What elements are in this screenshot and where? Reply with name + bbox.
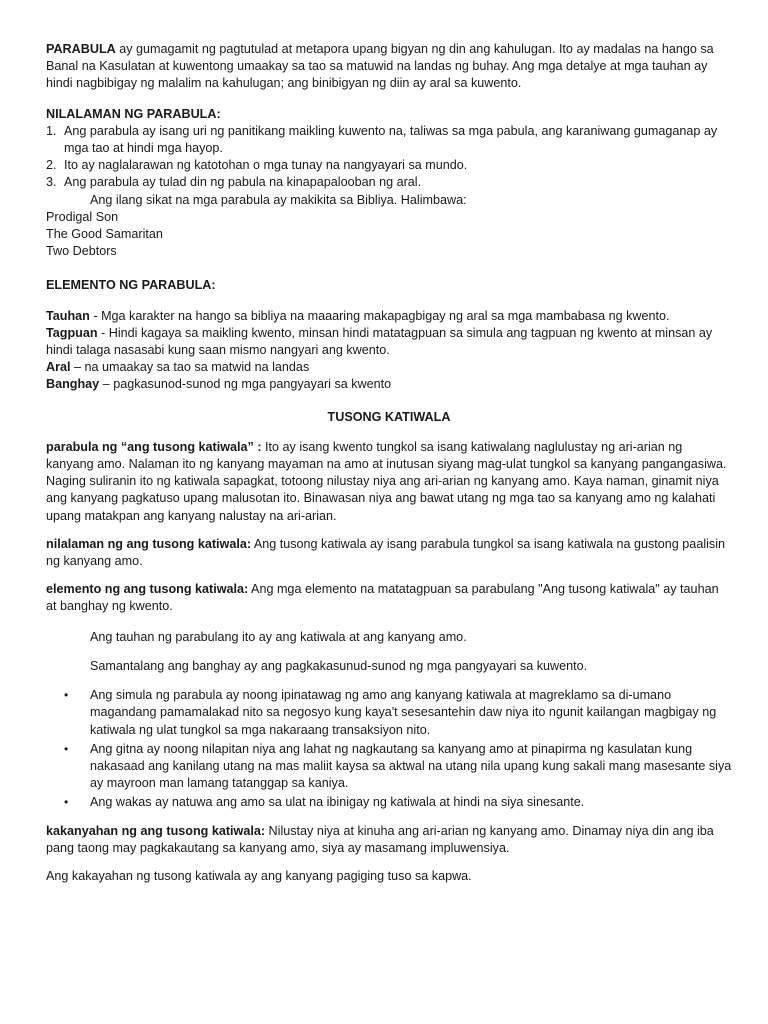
kakanyahan-text: Nilustay niya at kinuha ang ari-arian ng kanyang amo. Dinamay niya din ang iba pang taong may pagkakautang sa kanyang amo, siya ay masamang impluwensiya. [46,823,714,855]
intro-paragraph [46,41,732,93]
nilalaman-heading: NILALAMAN NG PARABULA: [46,106,221,121]
list-item [46,687,732,739]
list-item-text: Ang parabula ay isang uri ng panitikang maikling kuwento na, taliwas sa mga pabula, ang karaniwang gumaganap ay mga tao at hindi mga hayop. [64,123,718,156]
elemento-separator: – [99,377,114,392]
story-elemento-lead: elemento ng ang tusong katiwala: [46,582,249,597]
list-item-number: 3. [46,175,57,190]
example-item: Prodigal Son [46,209,119,224]
elemento-term: Tagpuan [46,325,98,340]
bullet-text: Ang gitna ay noong nilapitan niya ang lahat ng nagkautang sa kanyang amo at pinapirma ng kasulatan kung nakasaad ang kanilang utang na mas maliit kaysa sa aktwal na utang nila upang kung sakali mang masesante siya ay mayroon man lamang tatanggap sa kaniya. [90,741,732,791]
list-item-text: Ito ay naglalarawan ng katotohan o mga tunay na nangyayari sa mundo. [64,158,468,173]
elemento-text: na umaakay sa tao sa matwid na landas [84,360,310,375]
elemento-text: Hindi kagaya sa maikling kwento, minsan hindi matatagpuan sa simula ang tagpuan ng kwento at minsan ay hindi talaga nasasabi kung saan mismo nangyari ang kwento. [46,325,713,358]
elemento-item [46,359,732,376]
elemento-text: Mga karakter na hango sa bibliya na maaaring makapagbigay ng aral sa mga mambabasa ng kwento. [101,308,670,323]
nilalaman-list [46,123,732,192]
list-item [46,157,732,174]
story-nilalaman-paragraph [46,536,732,570]
list-item [46,794,732,811]
bullet-icon: • [64,741,69,756]
list-item-number: 1. [46,123,57,138]
closing-line: Ang kakayahan ng tusong katiwala ay ang kanyang pagiging tuso sa kapwa. [46,868,472,883]
elemento-separator: – [70,360,85,375]
elemento-heading: ELEMENTO NG PARABULA: [46,278,216,293]
example-item: Two Debtors [46,244,117,259]
story-elemento-paragraph [46,581,732,615]
banghay-line: Samantalang ang banghay ay ang pagkakasunud-sunod ng mga pangyayari sa kuwento. [90,658,588,673]
story-summary-lead: parabula ng “ang tusong katiwala” : [46,439,262,454]
story-summary-text: Ito ay isang kwento tungkol sa isang katiwalang naglulustay ng ari-arian ng kanyang amo. Nalaman ito ng kanyang mayaman na amo at inutusan siyang mag-ulat tungkol sa kanyang pangangasiwa. Naging suliranin ito ng katiwala sapagkat, totoong nilustay niya ang ari-arian ng kanyang amo. Kaya naman, ginamit niya ang kanyang pagkatuso upang malusotan ito. Binawasan niya ang bawat utang ng mga tao sa kanyang amo ng kalahati upang matakpan ang kanyang nalustay na ari-arian. [46,439,727,523]
list-item-number: 2. [46,158,57,173]
elemento-item [46,376,732,393]
list-item-text: Ang parabula ay tulad din ng pabula na kinapapalooban ng aral. [64,175,422,190]
bullet-text: Ang wakas ay natuwa ang amo sa ulat na ibinigay ng katiwala at hindi na siya sinesante. [90,795,585,810]
example-item: The Good Samaritan [46,227,163,242]
document-page [46,41,732,885]
intro-text: ay gumagamit ng pagtutulad at metapora upang bigyan ng din ang kahulugan. Ito ay madalas na hango sa Banal na Kasulatan at kuwentong umaakay sa tao sa matuwid na landas ng buhay. Ang mga detalye at mga tauhan ay hindi nagbibigay ng malalim na kahulugan; ang binibigyan ng diin ay aral sa kuwento. [46,42,714,91]
kakanyahan-paragraph [46,823,732,857]
story-nilalaman-lead: nilalaman ng ang tusong katiwala: [46,536,252,551]
list-item [46,741,732,793]
story-title: TUSONG KATIWALA [327,409,451,424]
kakanyahan-lead: kakanyahan ng ang tusong katiwala: [46,823,266,838]
list-item [46,123,732,157]
elemento-item [46,308,732,325]
elemento-list [46,308,732,394]
list-item [46,174,732,191]
elemento-item [46,325,732,359]
elemento-term: Tauhan [46,308,90,323]
tauhan-line: Ang tauhan ng parabulang ito ay ang katiwala at ang kanyang amo. [90,629,467,644]
elemento-term: Aral [46,360,71,375]
elemento-separator: - [97,325,109,340]
intro-lead-term: PARABULA [46,42,116,56]
examples-intro: Ang ilang sikat na mga parabula ay makikita sa Bibliya. Halimbawa: [90,192,467,207]
bullet-icon: • [64,795,69,810]
banghay-bullet-list [46,687,732,811]
elemento-text: pagkasunod-sunod ng mga pangyayari sa kwento [113,377,392,392]
elemento-term: Banghay [46,377,100,392]
bullet-text: Ang simula ng parabula ay noong ipinatawag ng amo ang kanyang katiwala at magreklamo sa di-umano magandang pamamalakad nito sa negosyo kung kaya't sesesantehin daw niya ito ngunit kailangan magbigay ng katiwala ng ulat tungkol sa mga nakaraang transaksiyon nito. [90,688,717,737]
story-elemento-text: Ang mga elemento na matatagpuan sa parabulang "Ang tusong katiwala" ay tauhan at banghay ng kwento. [46,582,719,614]
story-nilalaman-text: Ang tusong katiwala ay isang parabula tungkol sa isang katiwala na gustong paalisin ng kanyang amo. [46,536,726,569]
bullet-icon: • [64,688,69,703]
elemento-separator: - [89,308,102,323]
story-summary-paragraph [46,439,732,525]
